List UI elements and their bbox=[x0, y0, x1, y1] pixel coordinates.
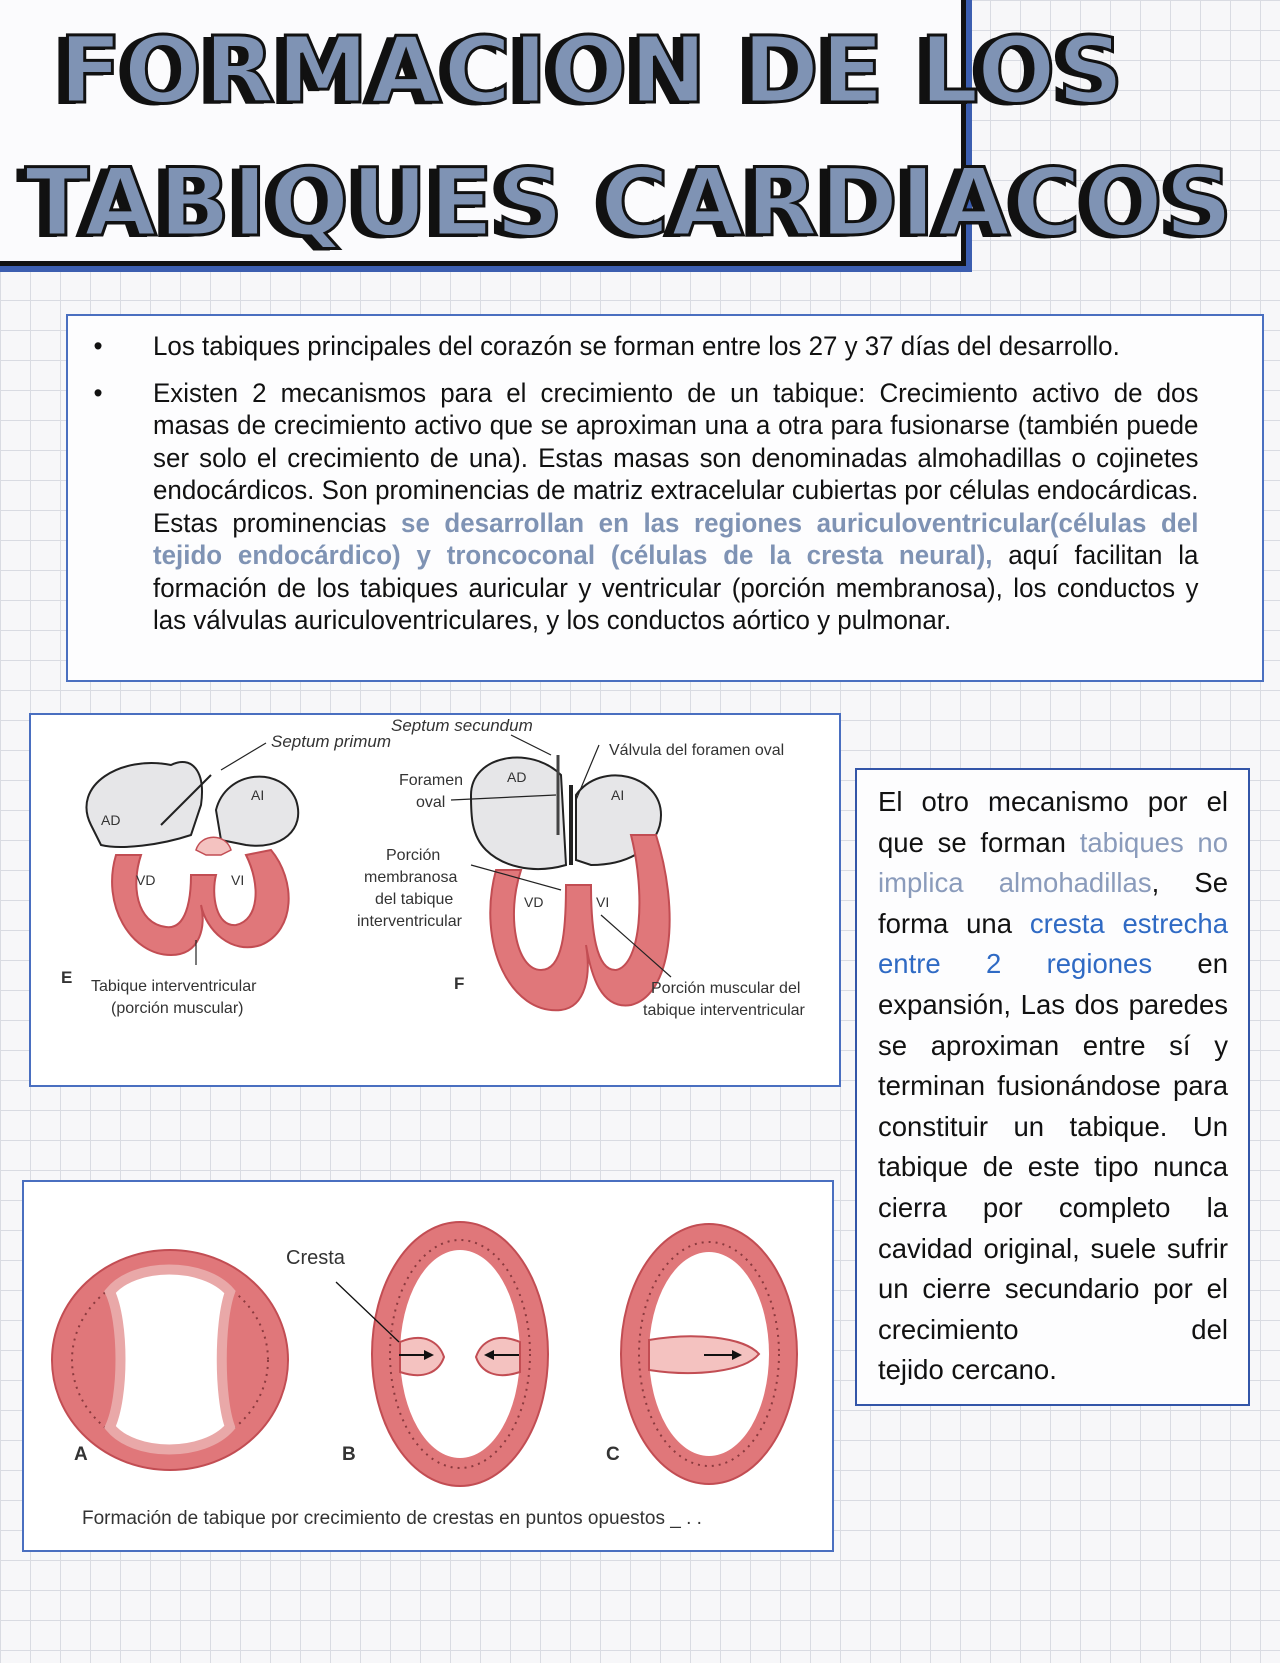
intro-item-2-highlight: se desarrollan en las regiones auriculoventricular(células del tejido endocárdico) y troncoconal (células de la cresta neural), bbox=[153, 507, 1199, 570]
label-ai-e: AI bbox=[251, 787, 265, 803]
label-porcion-memb-1: Porción bbox=[386, 847, 441, 864]
label-a: A bbox=[74, 1444, 88, 1465]
title-box bbox=[0, 0, 1235, 266]
side-text-6: tejido cercano. bbox=[878, 1354, 1057, 1386]
title-line-2: TABIQUES CARDIACOS bbox=[25, 149, 1235, 258]
side-paragraph bbox=[878, 782, 1228, 1350]
label-ad-e: AD bbox=[101, 812, 121, 828]
heart-diagram bbox=[31, 715, 839, 1085]
label-porcion-memb-2: membranosa bbox=[364, 869, 458, 886]
crest-septation-figure bbox=[22, 1180, 834, 1552]
label-f: F bbox=[454, 974, 465, 993]
heart-septation-figure bbox=[29, 713, 841, 1087]
intro-item-2-text-a: Existen 2 mecanismos para el crecimiento de un tabique: Crecimiento activo de dos masas de crecimiento activo que se aproximan una a otra para fusionarse (también puede ser solo el crecimiento de una). Estas masas son denominadas almohadillas o cojinetes endocárdicos. Son prominencias de matriz extracelular cubiertas por células endocárdicas. Estas prominencias bbox=[153, 377, 1199, 538]
label-vd-f: VD bbox=[524, 894, 544, 910]
side-text-grey: tabiques no implica almohadillas bbox=[878, 826, 1229, 899]
label-foramen-2: oval bbox=[416, 794, 446, 811]
ring-b bbox=[336, 1222, 548, 1486]
label-vd-e: VD bbox=[136, 872, 156, 888]
intro-box bbox=[66, 314, 1264, 682]
intro-item-2 bbox=[93, 377, 1199, 637]
label-b: B bbox=[342, 1444, 356, 1465]
crest-diagram bbox=[24, 1182, 832, 1550]
intro-item-1-text: Los tabiques principales del corazón se forman entre los 27 y 37 días del desarrollo. bbox=[153, 331, 1120, 361]
side-text-3: , Se forma una bbox=[878, 867, 1228, 939]
side-text-1: El otro mecanismo por el que se forman bbox=[878, 786, 1228, 858]
bullet-icon: • bbox=[93, 377, 103, 408]
label-e: E bbox=[61, 968, 73, 987]
label-ad-f: AD bbox=[507, 769, 527, 785]
label-septum-primum: Septum primum bbox=[271, 732, 391, 751]
label-porcion-memb-4: interventricular bbox=[357, 913, 462, 930]
label-valvula-foramen: Válvula del foramen oval bbox=[609, 742, 785, 759]
ring-a bbox=[52, 1250, 288, 1470]
label-cresta: Cresta bbox=[286, 1247, 345, 1269]
label-porcion-musc-2: tabique interventricular bbox=[643, 1002, 805, 1019]
label-tabique-2: (porción muscular) bbox=[111, 1000, 244, 1017]
label-porcion-musc-1: Porción muscular del bbox=[651, 980, 801, 997]
bullet-icon: • bbox=[93, 331, 103, 361]
heart-f bbox=[451, 735, 671, 1010]
title-line-1: FORMACION DE LOS bbox=[59, 17, 1126, 124]
intro-item-2-text-b: aquí facilitan la formación de los tabiques auricular y ventricular (porción membranosa), los conductos y las válvulas auriculoventriculares, y los conductos aórtico y pulmonar. bbox=[153, 540, 1199, 635]
intro-item-1 bbox=[93, 330, 1198, 363]
label-vi-f: VI bbox=[596, 894, 610, 910]
label-foramen-1: Foramen bbox=[399, 772, 464, 789]
side-text-blue: cresta estrecha entre 2 regiones bbox=[878, 907, 1228, 980]
ring-c bbox=[621, 1224, 797, 1484]
figure-caption: Formación de tabique por crecimiento de crestas en puntos opuestos _ . . bbox=[82, 1508, 702, 1529]
label-ai-f: AI bbox=[611, 787, 625, 803]
heart-e bbox=[86, 743, 298, 965]
label-tabique-1: Tabique interventricular bbox=[91, 978, 257, 995]
intro-list bbox=[68, 316, 1262, 637]
side-text-5: en expansión, Las dos paredes se aproximan entre sí y terminan fusionándose para constituir un tabique. Un tabique de este tipo nunca cierra por completo la cavidad original, suele sufrir un cierre secundario por el crecimiento del bbox=[878, 948, 1228, 1345]
label-c: C bbox=[606, 1444, 620, 1465]
label-vi-e: VI bbox=[231, 872, 245, 888]
label-porcion-memb-3: del tabique bbox=[375, 891, 454, 908]
side-paragraph-end bbox=[878, 1350, 1228, 1391]
label-septum-secundum: Septum secundum bbox=[391, 716, 533, 735]
side-text-box bbox=[855, 768, 1250, 1406]
